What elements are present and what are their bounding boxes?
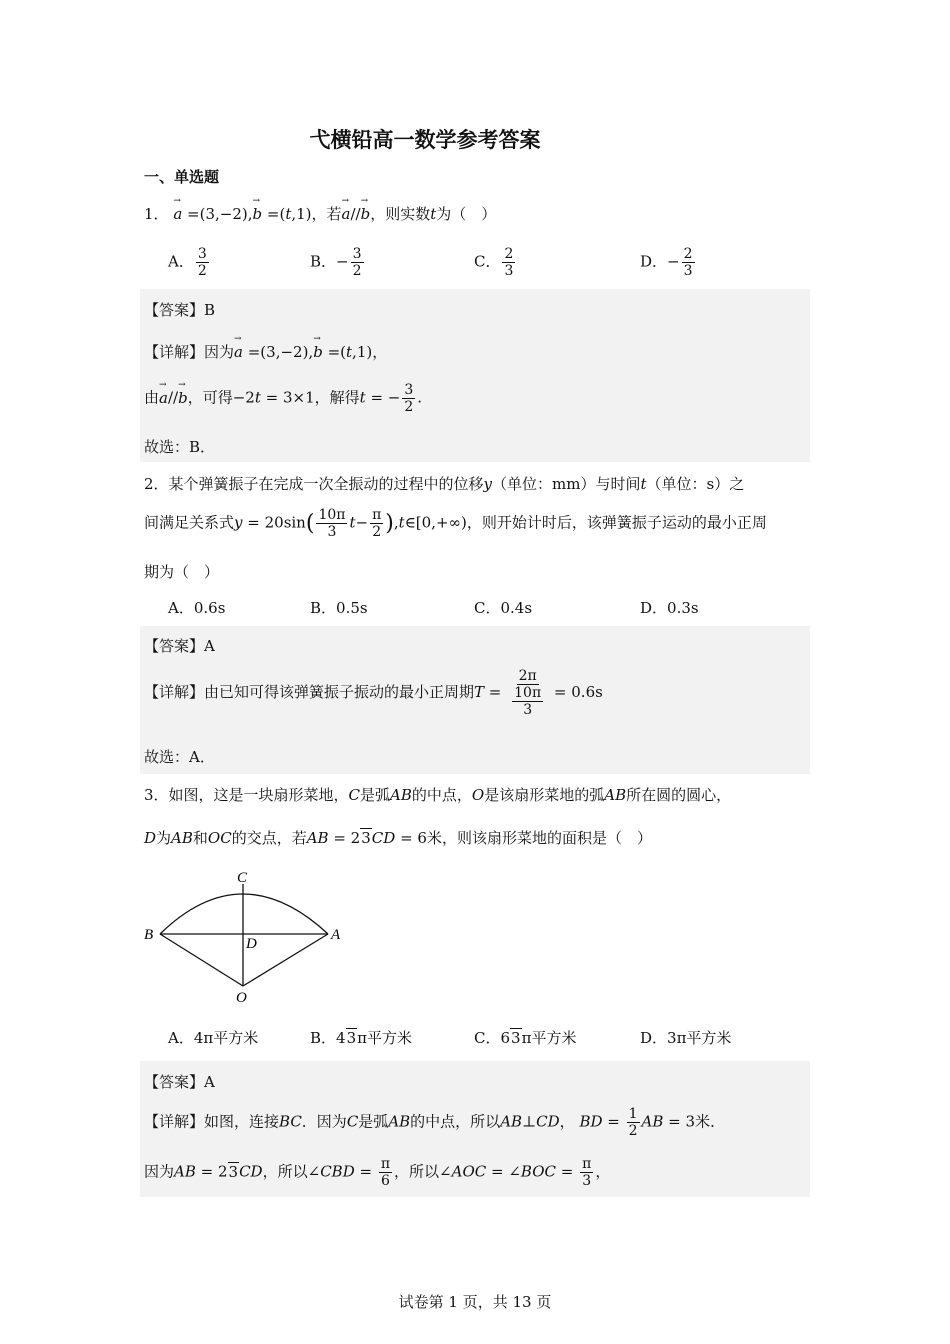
q1-option-a: A． $\frac{3}{2}$ (168, 246, 207, 280)
q2-option-c: C．0.4s (474, 599, 533, 617)
q1-option-d: D．− $\frac{2}{3}$ (640, 246, 693, 280)
q1-option-c: C． $\frac{2}{3}$ (474, 246, 514, 280)
q1-detail: 【详解】因为→ a =(3,−2),→ b =(t,1)， (144, 341, 387, 362)
q2-option-b: B．0.5s (310, 599, 368, 617)
question-2-line1: 2．某个弹簧振子在完成一次全振动的过程中的位移y（单位：mm）与时间t（单位：s）之 (144, 475, 745, 493)
section-heading: 一、单选题 (144, 168, 220, 186)
q1-option-b: B．− $\frac{3}{2}$ (310, 246, 362, 280)
question-2-line3: 期为（ ） (144, 563, 220, 581)
question-2-line2: 间满足关系式y = 20sin( $\frac{10\pi}{3}$ t− $\frac{\pi}{2}$ ),t∈[0,+∞)，则开始计时后，该弹簧振子运动的最小正周 (144, 507, 767, 541)
page-title: 弋横铅高一数学参考答案 (309, 127, 541, 152)
q3-detail-2: 因为AB = 23CD，所以∠CBD = $\frac{\pi}{6}$ ，所以∠AOC = ∠BOC = $\frac{\pi}{3}$ ， (144, 1156, 611, 1190)
q3-answer: 【答案】A (144, 1073, 215, 1091)
q2-detail: 【详解】由已知可得该弹簧振子振动的最小正周期T = $\frac{2\pi}{\frac{10\pi}{3}}$ = 0.6s (144, 668, 603, 719)
sector-diagram (140, 866, 355, 1008)
question-1: 1． → a =(3,−2),→ b =(t,1)，若→ a//→ b，则实数t为（ ） (144, 203, 496, 224)
question-3-line1: 3．如图，这是一块扇形菜地，C是弧AB的中点，O是该扇形菜地的弧AB所在圆的圆心， (144, 786, 732, 804)
q3-option-a: A．4π平方米 (168, 1029, 259, 1047)
q2-option-a: A．0.6s (168, 599, 226, 617)
question-3-line2: D为AB和OC的交点，若AB = 23CD = 6米，则该扇形菜地的面积是（ ） (144, 829, 652, 847)
q3-option-b: B．43π平方米 (310, 1029, 412, 1047)
page-footer: 试卷第 1 页，共 13 页 (398, 1293, 552, 1311)
label-d: D (246, 936, 257, 952)
label-b: B (144, 927, 154, 943)
label-c: C (237, 870, 248, 886)
radius-ob (160, 934, 243, 986)
arc-ab (160, 894, 328, 934)
q2-answer: 【答案】A (144, 637, 215, 655)
q2-choose: 故选：A． (144, 748, 215, 766)
q1-answer: 【答案】B (144, 301, 216, 319)
q2-option-d: D．0.3s (640, 599, 699, 617)
label-a: A (331, 927, 341, 943)
label-o: O (236, 990, 247, 1006)
q1-choose: 故选：B． (144, 438, 216, 456)
q3-option-d: D．3π平方米 (640, 1029, 732, 1047)
q3-detail-1: 【详解】如图，连接BC．因为C是弧AB的中点，所以AB⊥CD， BD = $\frac{1}{2}$ AB = 3米． (144, 1106, 726, 1140)
q1-detail-2: 由→ a//→ b，可得−2t = 3×1，解得t = − $\frac{3}{2}$ . (144, 382, 422, 415)
q1-answer-box (140, 289, 810, 462)
q3-option-c: C．63π平方米 (474, 1029, 577, 1047)
